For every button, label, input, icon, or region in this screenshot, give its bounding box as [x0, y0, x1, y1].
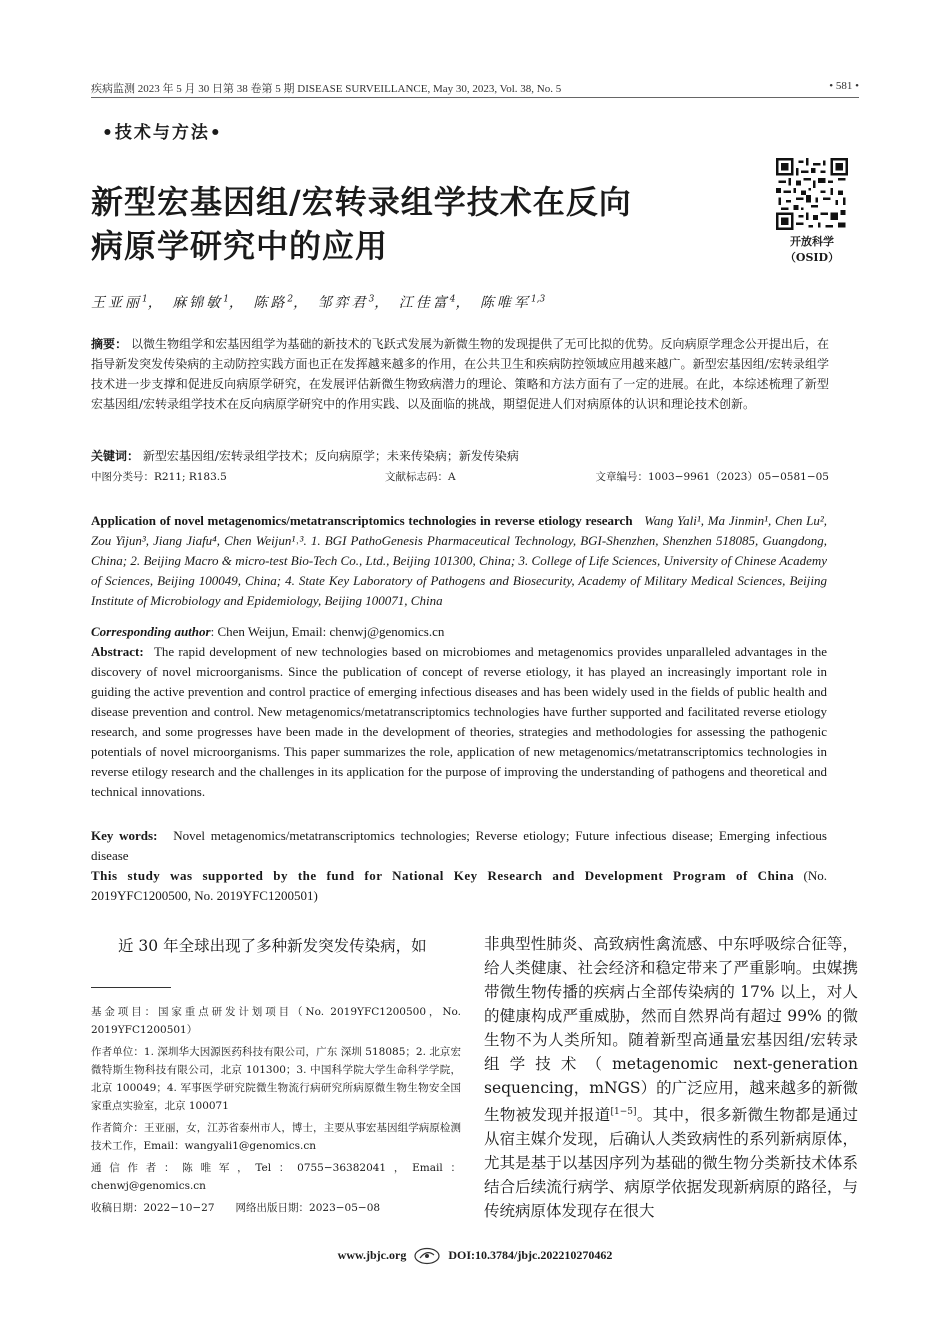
title-line-2: 病原学研究中的应用 [91, 227, 389, 265]
body-left-first-line: 近 30 年全球出现了多种新发突发传染病，如 [118, 937, 427, 955]
footnote-affiliations: 作者单位：1. 深圳华大因源医药科技有限公司，广东 深圳 518085；2. 北京宏微特斯生物科技有限公司，北京 101300；3. 中国科学院大学生命科学学院，北京 100049；4. 军事医学研究院微生物流行病研究所病原微生物生物安全国家重点实验室，北京 100071 [91, 1046, 461, 1112]
body-right-text-2: 。其中，很多新微生物都是通过从宿主媒介发现，后确认人类致病性的系列新病原体，尤其是基于以基因序列为基础的微生物分类新技术体系结合后续流行病学、病原学依据发现新病原的路径，与传统病原体发现存在很大 [484, 1106, 858, 1221]
body-right-text: 非典型性肺炎、高致病性禽流感、中东呼吸综合征等，给人类健康、社会经济和稳定带来了严重影响。虫媒携带微生物传播的疾病占全部传染病的 17% 以上，对人的健康构成严重威胁，然而自然界尚有超过 99% 的微生物不为人类所知。随着新型高通量宏基因组/宏转录组学技术（metagenomic next-generation sequencing，mNGS）的广泛应用，越来越多的新微生物被发现并报道 [484, 935, 858, 1125]
en-fund [91, 866, 827, 906]
en-corr-label: Corresponding author [91, 624, 211, 639]
footnote-corresponding: 通信作者：陈唯军，Tel：0755−36382041，Email：chenwj@genomics.cn [91, 1162, 461, 1192]
footnote-dates: 收稿日期：2022−10−27 网络出版日期：2023−05−08 [91, 1202, 381, 1214]
en-keywords-text: Novel metagenomics/metatranscriptomics technologies; Reverse etiology; Future infectious disease; Emerging infectious disease [91, 828, 827, 863]
author: 陈路$^2$， [253, 294, 311, 311]
running-header [91, 80, 859, 96]
en-title: Application of novel metagenomics/metatranscriptomics technologies in reverse etiology research [91, 513, 633, 528]
author: 王亚丽$^1$， [91, 294, 165, 311]
author: 邹弈君$^3$， [317, 294, 392, 311]
en-keywords-label: Key words: [91, 828, 158, 843]
page-footer [0, 1247, 950, 1265]
en-corresponding [91, 622, 827, 642]
en-corr-text: : Chen Weijun, Email: chenwj@genomics.cn [210, 624, 445, 639]
page-number: • 581 • [829, 80, 859, 92]
citation[interactable]: [1−5] [610, 1107, 637, 1117]
en-keywords [91, 826, 827, 866]
en-fund-bold: This study was supported by the fund for National Key Research and Development Program of China [91, 868, 795, 883]
cn-keywords-text: 新型宏基因组/宏转录组学技术；反向病原学；未来传染病；新发传染病 [142, 449, 519, 463]
document-code: 文献标志码：A [385, 471, 456, 483]
footnotes [91, 1003, 461, 1221]
body-right-column [484, 932, 858, 1223]
article-title [91, 180, 731, 268]
en-abstract-text: The rapid development of new technologies based on microbiomes and metagenomics provides unparalleled advantages in the discovery of novel microorganisms. Since the publication of concept of reverse etiology, it has played an increasingly important role in guiding the active prevention and control practice of emerging infectious diseases and has been widely used in the fields of public health and disease prevention and control. New metagenomics/metatranscriptomics technologies have further supported and facilitated reverse etiology research, and some progresses have been made in the development of theories, strategies and methodologies for assessing the pathogenic potentials of novel microorganisms. This paper summarizes the role, application of new metagenomics/metatranscriptomics technologies in reverse etilogy research and the challenges in its application for the purpose of improving the understanding of pathogens and theoretical and technical innovations. [91, 644, 827, 799]
en-abstract-label: Abstract: [91, 644, 144, 659]
en-authors-affiliations: Wang Yali¹, Ma Jinmin¹, Chen Lu², Zou Yijun³, Jiang Jiafu⁴, Chen Weijun¹˒³. 1. BGI PathoGenesis Pharmaceutical Technology, BGI-Shenzhen, Shenzhen 518085, Guangdong, China; 2. Beijing Macro & micro-test Bio-Tech Co., Ltd., Beijing 101300, China; 3. College of Life Sciences, University of Chinese Academy of Sciences, Beijing 100049, China; 4. State Key Laboratory of Pathogens and Biosecurity, Academy of Military Medical Sciences, Beijing Institute of Microbiology and Epidemiology, Beijing 100071, China [91, 513, 827, 608]
cn-abstract [91, 334, 829, 414]
cn-abstract-text: 以微生物组学和宏基因组学为基础的新技术的飞跃式发展为新微生物的发现提供了无可比拟的优势。反向病原学理念公开提出后，在指导新发突发传染病的主动防控实践方面也正在发挥越来越多的作用，在公共卫生和疾病防控领域应用越来越广。新型宏基因组/宏转录组学技术进一步支撑和促进反向病原学研究，在发展评估新微生物致病潜力的理论、策略和方法方面有了一定的进展。在此，本综述梳理了新型宏基因组/宏转录组学技术在反向病原学研究中的作用实践、以及面临的挑战，期望促进人们对病原体的认识和理论技术创新。 [91, 337, 829, 411]
en-title-block [91, 511, 827, 611]
author: 江佳富$^4$， [398, 294, 473, 311]
author: 陈唯军$^{1,3}$ [479, 294, 546, 311]
footnote-rule [91, 987, 171, 988]
journal-logo-icon [413, 1247, 441, 1265]
osid-line-2: （OSID） [784, 251, 840, 264]
clc-number: 中图分类号：R211; R183.5 [91, 471, 227, 483]
footnote-fund: 基金项目：国家重点研发计划项目（No. 2019YFC1200500，No. 2019YFC1200501） [91, 1006, 461, 1036]
authors-cn [91, 292, 545, 312]
section-tag: •技术与方法• [102, 123, 223, 143]
journal-line: 疾病监测 2023 年 5 月 30 日第 38 卷第 5 期 DISEASE SURVEILLANCE, May 30, 2023, Vol. 38, No. 5 [91, 83, 562, 95]
cn-keywords-label: 关键词： [91, 449, 140, 463]
header-rule [91, 97, 859, 98]
cn-abstract-label: 摘要： [91, 337, 128, 351]
title-line-1: 新型宏基因组/宏转录组学技术在反向 [91, 183, 632, 221]
author: 麻锦敏$^1$， [172, 294, 246, 311]
osid-label [776, 234, 848, 266]
cn-keywords [91, 446, 829, 466]
footer-url[interactable]: www.jbjc.org [337, 1247, 407, 1262]
osid-line-1: 开放科学 [790, 235, 834, 248]
osid-qr-code[interactable] [776, 158, 848, 230]
en-abstract [91, 642, 827, 802]
footer-doi[interactable]: DOI:10.3784/jbjc.202210270462 [448, 1247, 613, 1262]
footnote-bio: 作者简介：王亚丽，女，江苏省泰州市人，博士，主要从事宏基因组学病原检测技术工作，Email：wangyali1@genomics.cn [91, 1122, 461, 1152]
article-number: 文章编号：1003−9961（2023）05−0581−05 [595, 471, 829, 483]
en-fund-rest: (No. 2019YFC1200500, No. 2019YFC1200501) [91, 868, 827, 903]
